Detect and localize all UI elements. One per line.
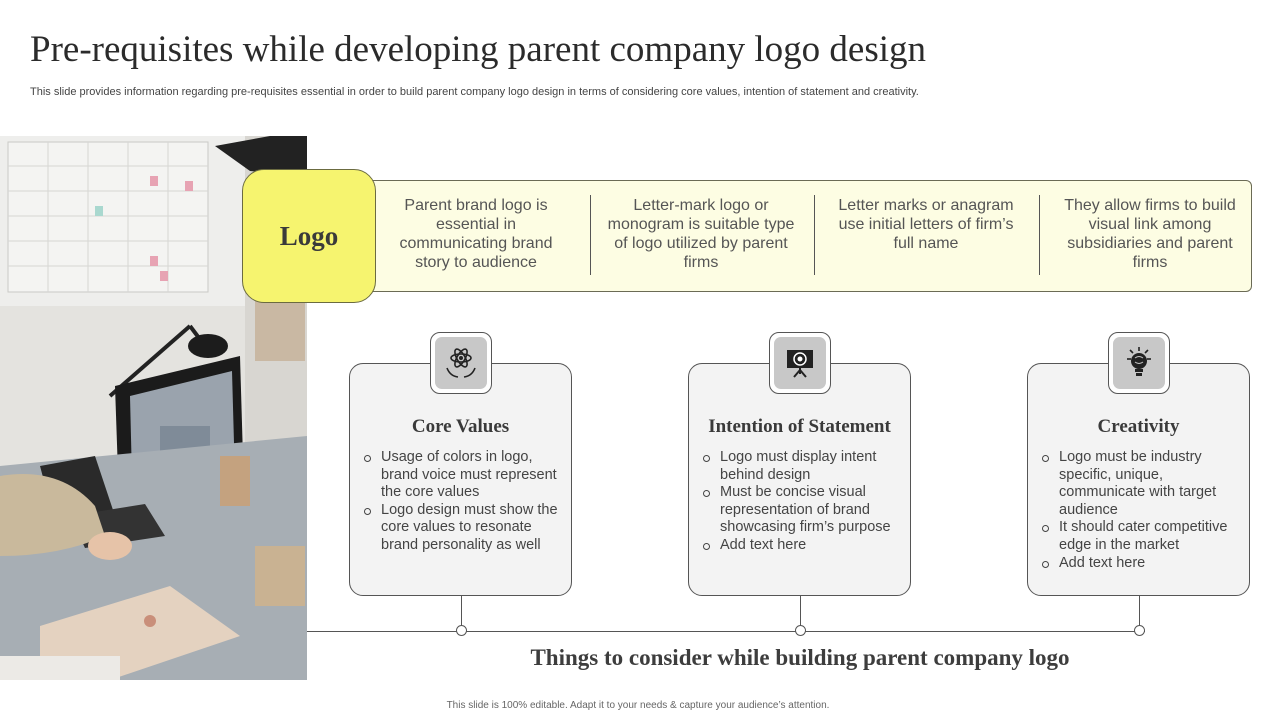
atom-hands-icon <box>444 346 478 380</box>
list-item: Logo must display intent behind design <box>701 449 901 484</box>
bottom-heading: Things to consider while building parent company logo <box>530 645 1070 670</box>
logo-band-item-1: Parent brand logo is essential in communicating brand story to audience <box>399 197 553 271</box>
card-title: Core Values <box>411 416 510 437</box>
presentation-target-icon <box>783 346 817 380</box>
list-item: Add text here <box>701 537 901 555</box>
timeline-line <box>307 631 1145 632</box>
list-item: Logo design must show the core values to resonate brand personality as well <box>362 502 562 555</box>
card-bullet-list <box>362 449 562 555</box>
intention-icon-frame <box>769 332 831 394</box>
core-values-icon-frame <box>430 332 492 394</box>
list-item: It should cater competitive edge in the market <box>1040 519 1240 554</box>
band-divider <box>590 195 591 275</box>
list-item: Add text here <box>1040 555 1240 573</box>
list-item: Must be concise visual representation of brand showcasing firm’s purpose <box>701 484 901 537</box>
logo-label: Logo <box>279 220 339 251</box>
card-core-values <box>349 363 572 596</box>
brain-bulb-icon <box>1122 346 1156 380</box>
logo-label-box <box>242 169 376 303</box>
card-title: Intention of Statement <box>708 416 891 437</box>
creativity-icon-frame <box>1108 332 1170 394</box>
logo-band-item-4: They allow firms to build visual link among subsidiaries and parent firms <box>1064 197 1236 271</box>
connector-dot <box>795 625 806 636</box>
list-item: Usage of colors in logo, brand voice must represent the core values <box>362 449 562 502</box>
list-item: Logo must be industry specific, unique, communicate with target audience <box>1040 449 1240 519</box>
card-bullet-list <box>1040 449 1240 572</box>
band-divider <box>1039 195 1040 275</box>
card-intention-of-statement <box>688 363 911 596</box>
logo-band-item-3: Letter marks or anagram use initial letters of firm’s full name <box>838 197 1014 252</box>
card-creativity <box>1027 363 1250 596</box>
connector-dot <box>1134 625 1145 636</box>
connector-dot <box>456 625 467 636</box>
page-title: Pre-requisites while developing parent company logo design <box>30 29 927 70</box>
card-title: Creativity <box>1097 416 1180 437</box>
footer-note: This slide is 100% editable. Adapt it to your needs & capture your audience’s attention. <box>446 700 830 711</box>
logo-band-item-2: Letter-mark logo or monogram is suitable type of logo utilized by parent firms <box>607 197 795 271</box>
page-subtitle: This slide provides information regarding pre-requisites essential in order to build parent company logo design in terms of considering core values, intention of statement and creativity. <box>30 86 919 98</box>
band-divider <box>814 195 815 275</box>
card-bullet-list <box>701 449 901 555</box>
